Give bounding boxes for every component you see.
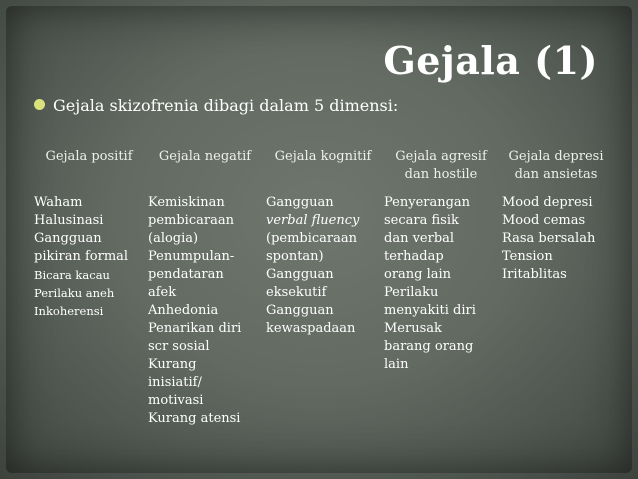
column-header [500,148,612,184]
list-item: Waham [34,195,83,210]
list-item: dan verbal [384,231,455,246]
column-header-line: dan ansietas [514,167,598,182]
list-item: secara fisik [384,213,459,228]
list-item: Penarikan diri [148,321,242,336]
symptom-table [32,148,612,428]
list-item: Gangguan [266,303,334,318]
list-item: Kurang [148,357,197,372]
column-header-line: dan hostile [404,167,478,182]
list-item: Inkoherensi [34,304,104,318]
list-item: Penyerangan [384,195,471,210]
list-item: Rasa bersalah [502,231,596,246]
list-item: Halusinasi [34,213,104,228]
list-item: Kurang atensi [148,411,241,426]
column-cell [146,194,264,428]
list-item: terhadap [384,249,444,264]
list-item: (pembicaraan [266,231,358,246]
list-item: Gangguan [34,231,102,246]
column-header-line: Gejala negatif [158,149,252,164]
list-item: Anhedonia [148,303,219,318]
table-body-row [32,194,612,428]
list-item: pikiran formal [34,249,129,264]
column-header-line: Gejala positif [45,149,133,164]
list-item: afek [148,285,177,300]
list-item: (alogia) [148,231,199,246]
list-item: Bicara kacau [34,268,110,282]
list-item: Gangguan [266,195,334,210]
list-item: scr sosial [148,339,210,354]
column-header [264,148,382,184]
column-cell [264,194,382,428]
list-item: eksekutif [266,285,327,300]
bullet-text: Gejala skizofrenia dibagi dalam 5 dimensi: [53,96,399,115]
column-header [382,148,500,184]
list-item: menyakiti diri [384,303,476,318]
list-item: Gangguan [266,267,334,282]
list-item: Perilaku [384,285,439,300]
column-header [32,148,146,184]
list-item: spontan) [266,249,324,264]
column-cell [500,194,612,428]
list-item: Penumpulan- [148,249,235,264]
column-header-line: Gejala depresi [508,149,604,164]
list-item: motivasi [148,393,204,408]
list-item: Kemiskinan [148,195,225,210]
list-item: pembicaraan [148,213,234,228]
list-item: inisiatif/ [148,375,202,390]
column-header-line: Gejala kognitif [274,149,372,164]
slide-title: Gejala (1) [383,38,598,83]
column-cell [32,194,146,428]
list-item: Iritablitas [502,267,567,282]
list-item: pendataran [148,267,224,282]
list-item: verbal fluency [266,213,360,228]
list-item: kewaspadaan [266,321,356,336]
column-header-line: Gejala agresif [395,149,487,164]
column-header [146,148,264,184]
list-item: lain [384,357,409,372]
list-item: Perilaku aneh [34,286,115,300]
list-item: Tension [502,249,553,264]
table-header-row [32,148,612,184]
list-item: Mood depresi [502,195,593,210]
list-item: barang orang [384,339,474,354]
bullet-item [34,96,398,115]
list-item: Mood cemas [502,213,586,228]
column-cell [382,194,500,428]
list-item: orang lain [384,267,452,282]
bullet-dot-icon [34,99,45,110]
list-item: Merusak [384,321,442,336]
